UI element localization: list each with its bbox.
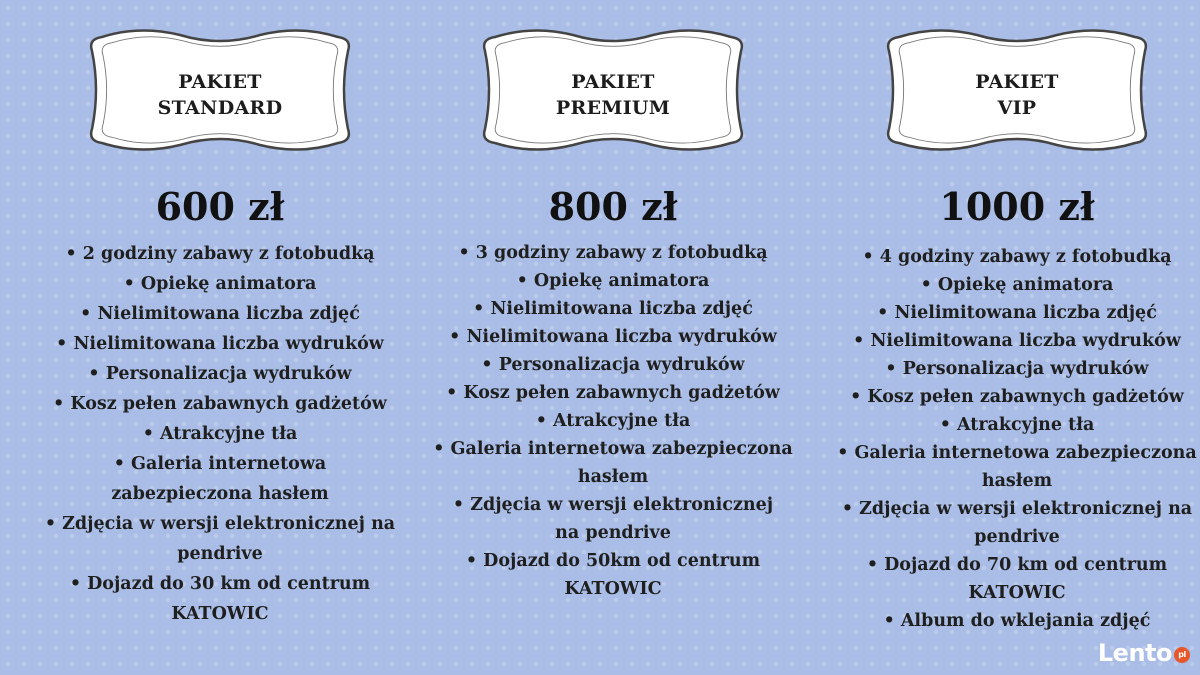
- lento-badge-icon: pl: [1174, 647, 1190, 663]
- feature-item: • Nielimitowana liczba wydruków: [418, 323, 808, 351]
- feature-item: • Nielimitowana liczba zdjęć: [418, 295, 808, 323]
- feature-list: [25, 239, 415, 629]
- package-price: 800 zł: [548, 184, 678, 229]
- package-label-frame: [80, 25, 360, 155]
- lento-logo-text: Lento: [1097, 639, 1172, 667]
- feature-item: • Nielimitowana liczba zdjęć: [822, 299, 1200, 327]
- lento-logo: [1098, 639, 1190, 667]
- package-title: [877, 69, 1157, 121]
- feature-item: • Zdjęcia w wersji elektronicznej na pendrive: [418, 491, 808, 547]
- package-label-frame: [877, 25, 1157, 155]
- feature-item: • Personalizacja wydruków: [418, 351, 808, 379]
- feature-item: • 3 godziny zabawy z fotobudką: [418, 239, 808, 267]
- feature-item: • Personalizacja wydruków: [25, 359, 415, 389]
- feature-item: • Atrakcyjne tła: [822, 411, 1200, 439]
- feature-item: • Kosz pełen zabawnych gadżetów: [418, 379, 808, 407]
- feature-item: • Kosz pełen zabawnych gadżetów: [25, 389, 415, 419]
- package-title-line2: PREMIUM: [555, 97, 671, 119]
- package-title-line1: PAKIET: [178, 71, 262, 93]
- package-premium: [418, 0, 808, 603]
- feature-item: • Atrakcyjne tła: [25, 419, 415, 449]
- feature-item: • Atrakcyjne tła: [418, 407, 808, 435]
- feature-item: • Galeria internetowa zabezpieczona hasłem: [822, 439, 1200, 495]
- package-standard: [25, 0, 415, 629]
- feature-item: • Dojazd do 50km od centrum KATOWIC: [418, 547, 808, 603]
- package-title-line1: PAKIET: [975, 71, 1059, 93]
- feature-item: • Zdjęcia w wersji elektronicznej na pendrive: [25, 509, 415, 569]
- feature-list: [418, 239, 808, 603]
- feature-item: • Opiekę animatora: [25, 269, 415, 299]
- package-price: 600 zł: [155, 184, 285, 229]
- feature-item: • Galeria internetowa zabezpieczona hasłem: [418, 435, 808, 491]
- feature-item: • 4 godziny zabawy z fotobudką: [822, 243, 1200, 271]
- feature-item: • Personalizacja wydruków: [822, 355, 1200, 383]
- package-price: 1000 zł: [939, 184, 1095, 229]
- feature-item: • Dojazd do 30 km od centrum KATOWIC: [25, 569, 415, 629]
- feature-item: • 2 godziny zabawy z fotobudką: [25, 239, 415, 269]
- feature-item: • Album do wklejania zdjęć: [822, 607, 1200, 635]
- package-label-frame: [473, 25, 753, 155]
- package-title: [473, 69, 753, 121]
- feature-list: [822, 243, 1200, 635]
- feature-item: • Nielimitowana liczba zdjęć: [25, 299, 415, 329]
- package-vip: [822, 0, 1200, 635]
- feature-item: • Galeria internetowa zabezpieczona hasłem: [25, 449, 415, 509]
- feature-item: • Opiekę animatora: [418, 267, 808, 295]
- feature-item: • Nielimitowana liczba wydruków: [822, 327, 1200, 355]
- package-title-line2: STANDARD: [157, 97, 283, 119]
- feature-item: • Kosz pełen zabawnych gadżetów: [822, 383, 1200, 411]
- feature-item: • Dojazd do 70 km od centrum KATOWIC: [822, 551, 1200, 607]
- package-title-line2: VIP: [997, 97, 1037, 119]
- feature-item: • Opiekę animatora: [822, 271, 1200, 299]
- package-title: [80, 69, 360, 121]
- feature-item: • Zdjęcia w wersji elektronicznej na pendrive: [822, 495, 1200, 551]
- feature-item: • Nielimitowana liczba wydruków: [25, 329, 415, 359]
- package-title-line1: PAKIET: [571, 71, 655, 93]
